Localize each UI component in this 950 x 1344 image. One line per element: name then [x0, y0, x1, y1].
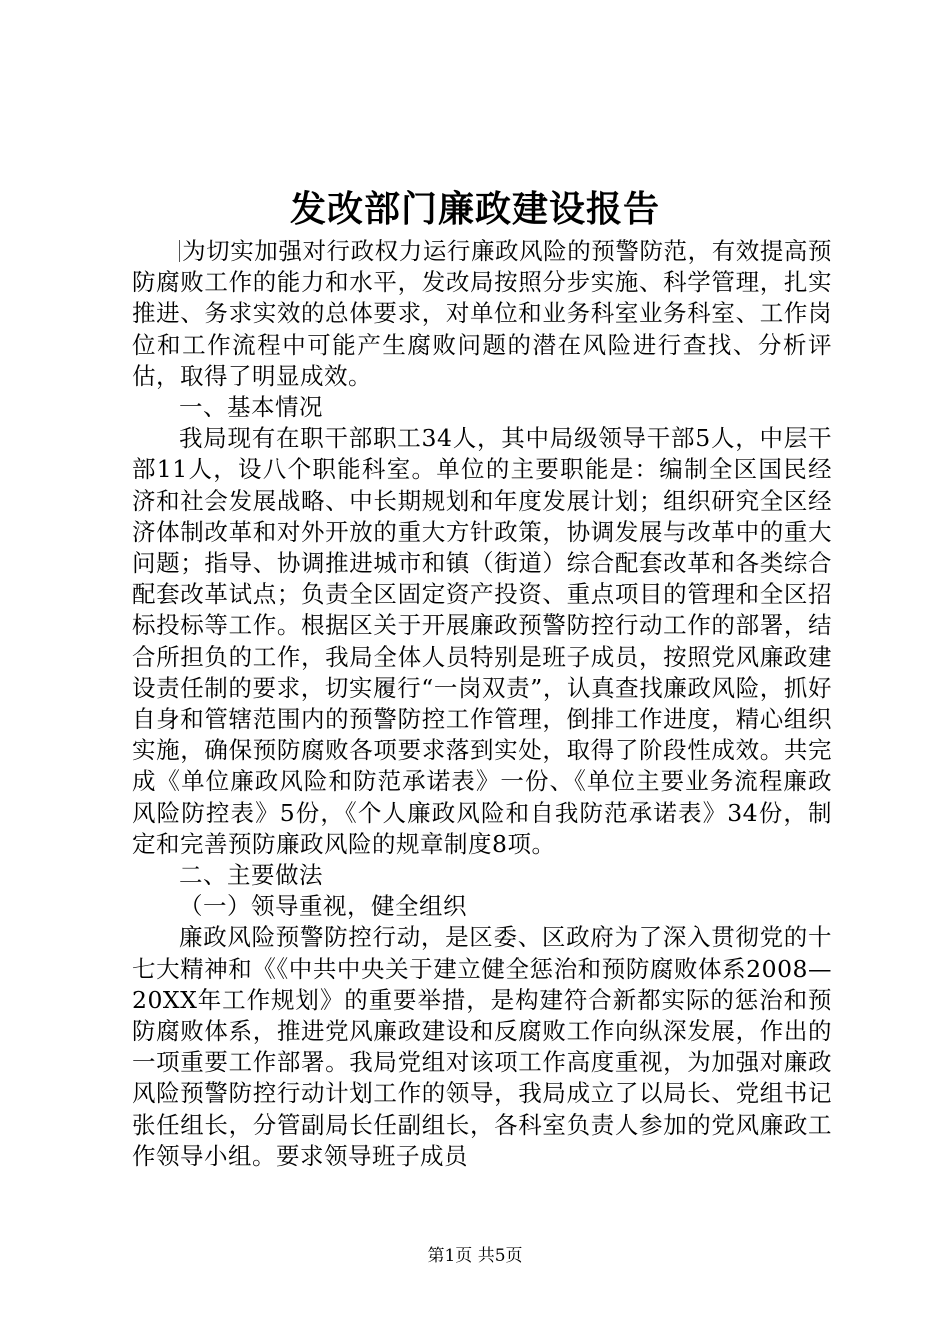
document-title: 发改部门廉政建设报告 — [289, 188, 660, 230]
page-footer: 第1页 共5页 — [427, 1246, 523, 1266]
document-body — [132, 236, 832, 1172]
paragraph-leadership: 廉政风险预警防控行动，是区委、区政府为了深入贯彻党的十七大精神和《《中共中央关于建立健全惩治和预防腐败体系2008—20XX年工作规划》的重要举措，是构建符合新都实际的惩治和预防腐败体系，推进党风廉政建设和反腐败工作向纵深发展，作出的一项重要工作部署。我局党组对该项工作高度重视，为加强对廉政风险预警防控行动计划工作的领导，我局成立了以局长、党组书记张任组长，分管副局长任副组长，各科室负责人参加的党风廉政工作领导小组。要求领导班子成员 — [132, 923, 832, 1170]
paragraph-intro — [132, 236, 832, 392]
paragraph-basic-situation: 我局现有在职干部职工34人，其中局级领导干部5人，中层干部11人，设八个职能科室。单位的主要职能是：编制全区国民经济和社会发展战略、中长期规划和年度发展计划；组织研究全区经济体制改革和对外开放的重大方针政策，协调发展与改革中的重大问题；指导、协调推进城市和镇（街道）综合配套改革和各类综合配套改革试点；负责全区固定资产投资、重点项目的管理和全区招标投标等工作。根据区关于开展廉政预警防控行动工作的部署，结合所担负的工作，我局全体人员特别是班子成员，按照党风廉政建设责任制的要求，切实履行“一岗双责”，认真查找廉政风险，抓好自身和管辖范围内的预警防控工作管理，倒排工作进度，精心组织实施，确保预防腐败各项要求落到实处，取得了阶段性成效。共完成《单位廉政风险和防范承诺表》一份、《单位主要业务流程廉政风险防控表》5份，《个人廉政风险和自我防范承诺表》34份，制定和完善预防廉政风险的规章制度8项。 — [132, 424, 832, 858]
section-heading-basic-situation: 一、基本情况 — [179, 393, 323, 422]
paragraph-intro-text: 为切实加强对行政权力运行廉政风险的预警防范，有效提高预防腐败工作的能力和水平，发改局按照分步实施、科学管理，扎实推进、务求实效的总体要求，对单位和业务科室业务科室、工作岗位和工作流程中可能产生腐败问题的潜在风险进行查找、分析评估，取得了明显成效。 — [132, 237, 832, 390]
section-heading-main-practices: 二、主要做法 — [179, 861, 323, 890]
text-cursor — [179, 240, 180, 262]
subheading-leadership: （一）领导重视，健全组织 — [179, 892, 467, 921]
